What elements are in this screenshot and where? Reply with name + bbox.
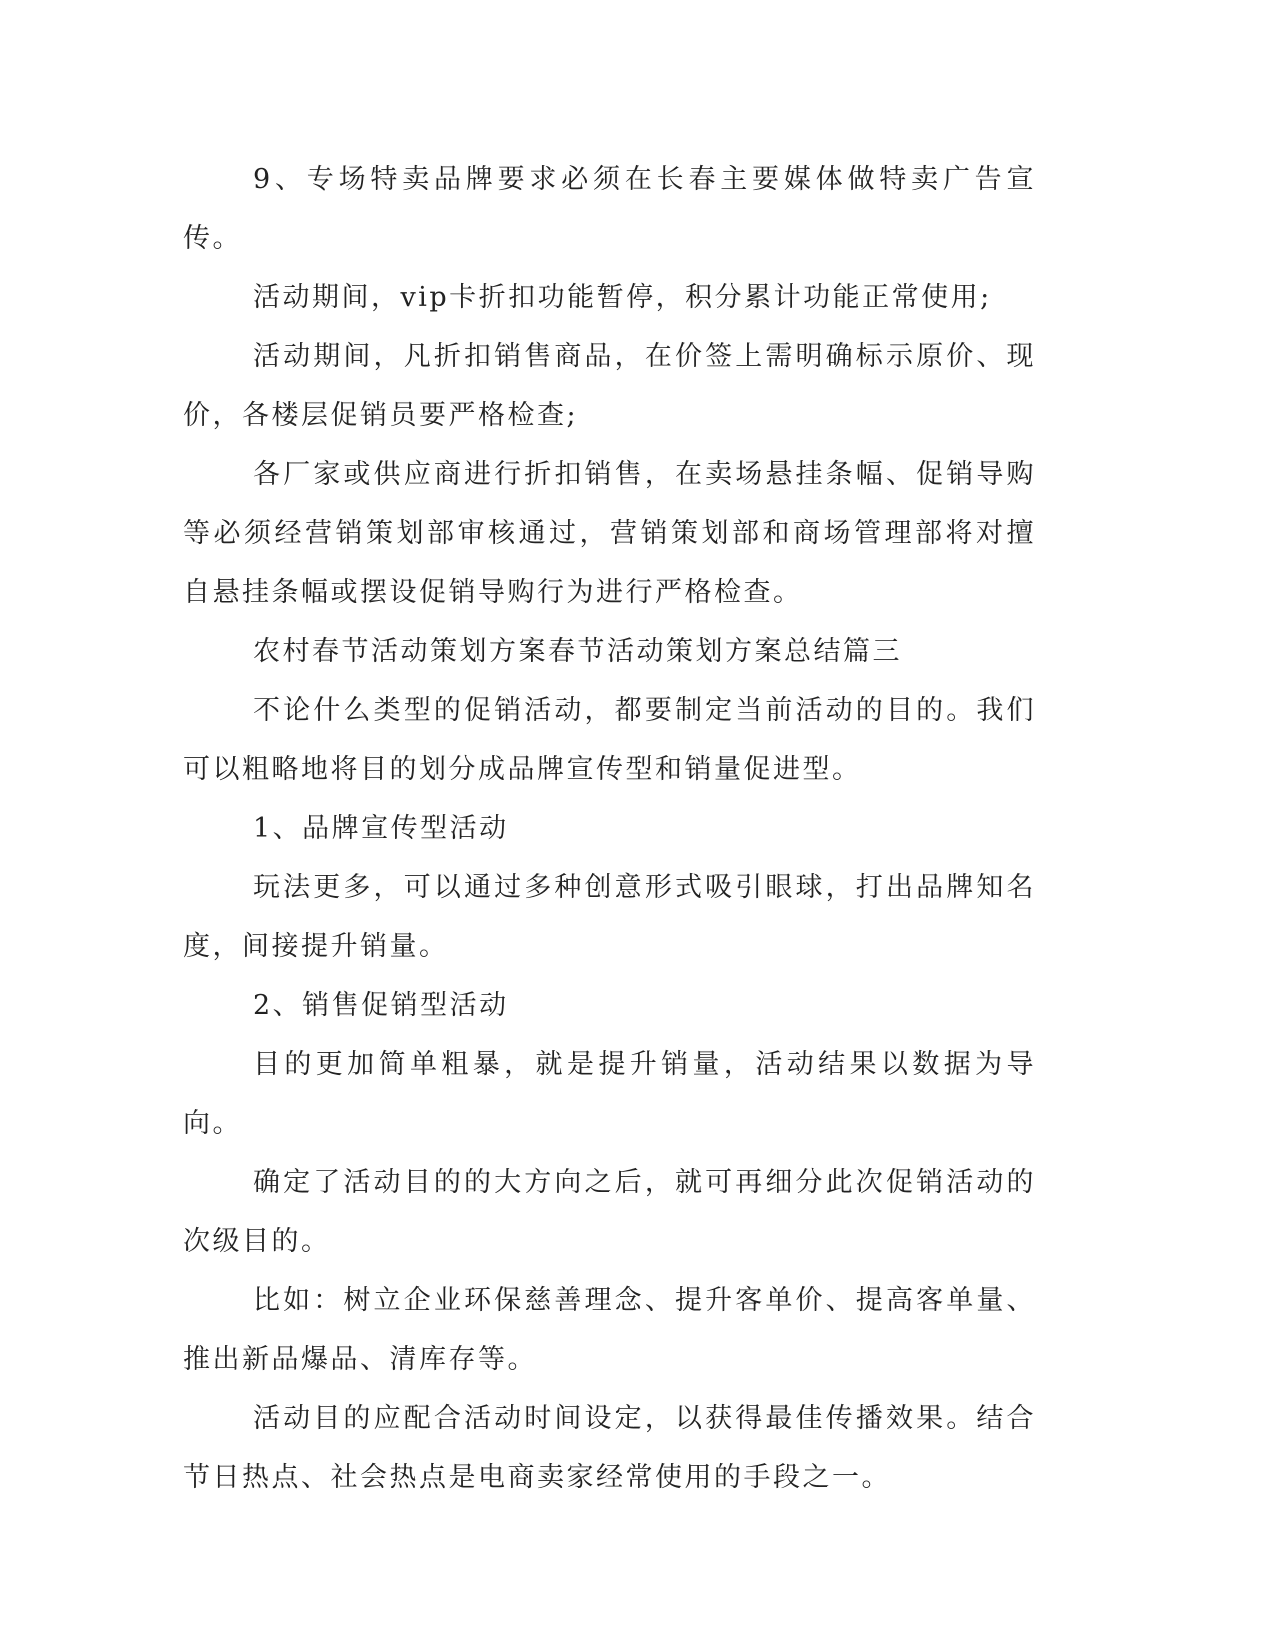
list-item-heading: 2、销售促销型活动	[253, 990, 509, 1021]
section-heading: 农村春节活动策划方案春节活动策划方案总结篇三	[253, 636, 902, 667]
paragraph: 各厂家或供应商进行折扣销售，在卖场悬挂条幅、促销导购等必须经营销策划部审核通过，营销策划部和商场管理部将对擅自悬挂条幅或摆设促销导购行为进行严格检查。	[183, 459, 1036, 608]
paragraph: 玩法更多，可以通过多种创意形式吸引眼球，打出品牌知名度，间接提升销量。	[183, 872, 1036, 962]
paragraph: 活动期间，凡折扣销售商品，在价签上需明确标示原价、现价，各楼层促销员要严格检查;	[183, 341, 1036, 431]
paragraph: 不论什么类型的促销活动，都要制定当前活动的目的。我们可以粗略地将目的划分成品牌宣传型和销量促进型。	[183, 695, 1036, 785]
paragraph: 9、专场特卖品牌要求必须在长春主要媒体做特卖广告宣传。	[183, 164, 1036, 254]
paragraph: 目的更加简单粗暴，就是提升销量，活动结果以数据为导向。	[183, 1049, 1036, 1139]
paragraph: 活动期间，vip卡折扣功能暂停，积分累计功能正常使用;	[253, 282, 992, 313]
paragraph: 确定了活动目的的大方向之后，就可再细分此次促销活动的次级目的。	[183, 1167, 1036, 1257]
paragraph: 活动目的应配合活动时间设定，以获得最佳传播效果。结合节日热点、社会热点是电商卖家经常使用的手段之一。	[183, 1403, 1036, 1493]
list-item-heading: 1、品牌宣传型活动	[253, 813, 509, 844]
document-body	[183, 150, 1036, 1507]
paragraph: 比如：树立企业环保慈善理念、提升客单价、提高客单量、推出新品爆品、清库存等。	[183, 1285, 1036, 1375]
